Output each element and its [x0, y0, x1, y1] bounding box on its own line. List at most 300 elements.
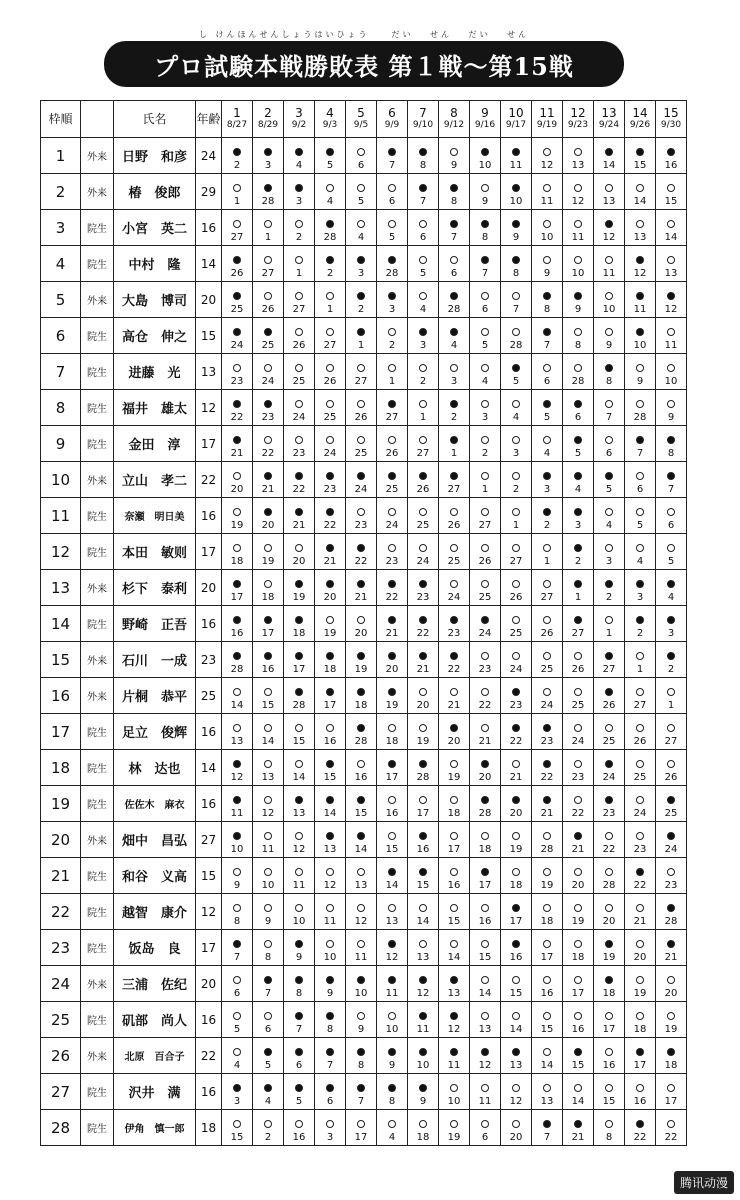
results-table: [40, 100, 687, 1146]
opponent-number: 28: [261, 195, 275, 207]
loss-mark-icon: [233, 256, 241, 264]
loss-mark-icon: [357, 472, 365, 480]
result-cell: [501, 858, 532, 894]
result-cell: [656, 1110, 687, 1146]
result-cell: [284, 642, 315, 678]
loss-mark-icon: [388, 616, 396, 624]
result-cell: [222, 894, 253, 930]
opponent-number: 28: [633, 411, 647, 423]
result-cell: [563, 1038, 594, 1074]
loss-mark-icon: [295, 184, 303, 192]
opponent-number: 9: [388, 1059, 396, 1071]
result-cell: [532, 282, 563, 318]
opponent-number: 18: [540, 915, 554, 927]
win-mark-icon: [574, 364, 582, 372]
result-cell: [377, 1002, 408, 1038]
loss-mark-icon: [636, 328, 644, 336]
player-category: 院生: [81, 930, 114, 966]
loss-mark-icon: [326, 256, 334, 264]
result-cell: [408, 1002, 439, 1038]
player-name: 畑中 昌弘: [114, 822, 196, 858]
loss-mark-icon: [233, 832, 241, 840]
win-mark-icon: [605, 508, 613, 516]
result-cell: [408, 318, 439, 354]
opponent-number: 17: [323, 699, 337, 711]
player-name: 三浦 佐纪: [114, 966, 196, 1002]
result-cell: [594, 642, 625, 678]
result-cell: [563, 858, 594, 894]
result-cell: [439, 534, 470, 570]
result-cell: [222, 1110, 253, 1146]
loss-mark-icon: [667, 292, 675, 300]
opponent-number: 28: [385, 267, 399, 279]
result-cell: [222, 138, 253, 174]
loss-mark-icon: [264, 508, 272, 516]
loss-mark-icon: [295, 940, 303, 948]
player-category: 院生: [81, 1074, 114, 1110]
result-cell: [656, 822, 687, 858]
result-cell: [470, 930, 501, 966]
opponent-number: 28: [602, 879, 616, 891]
slot-number: 16: [41, 678, 81, 714]
win-mark-icon: [605, 1120, 613, 1128]
player-name: 高仓 伸之: [114, 318, 196, 354]
result-cell: [625, 1074, 656, 1110]
win-mark-icon: [512, 544, 520, 552]
loss-mark-icon: [543, 760, 551, 768]
win-mark-icon: [450, 796, 458, 804]
loss-mark-icon: [388, 1084, 396, 1092]
opponent-number: 11: [385, 987, 399, 999]
slot-number: 19: [41, 786, 81, 822]
win-mark-icon: [326, 940, 334, 948]
player-age: 29: [196, 174, 222, 210]
result-cell: [408, 354, 439, 390]
round-header: [439, 101, 470, 138]
result-cell: [408, 246, 439, 282]
opponent-number: 7: [667, 483, 675, 495]
opponent-number: 14: [509, 1023, 523, 1035]
opponent-number: 22: [478, 699, 492, 711]
loss-mark-icon: [388, 148, 396, 156]
opponent-number: 27: [416, 447, 430, 459]
result-cell: [439, 678, 470, 714]
opponent-number: 23: [292, 447, 306, 459]
player-name: 大島 博司: [114, 282, 196, 318]
loss-mark-icon: [512, 220, 520, 228]
loss-mark-icon: [326, 796, 334, 804]
result-cell: [346, 282, 377, 318]
result-cell: [532, 822, 563, 858]
result-cell: [563, 642, 594, 678]
table-row: [41, 678, 687, 714]
opponent-number: 16: [540, 987, 554, 999]
opponent-number: 28: [230, 663, 244, 675]
result-cell: [253, 894, 284, 930]
opponent-number: 6: [636, 483, 644, 495]
win-mark-icon: [667, 508, 675, 516]
opponent-number: 1: [574, 591, 582, 603]
win-mark-icon: [264, 256, 272, 264]
result-cell: [563, 498, 594, 534]
result-cell: [315, 534, 346, 570]
opponent-number: 25: [323, 411, 337, 423]
result-cell: [315, 930, 346, 966]
opponent-number: 3: [574, 519, 582, 531]
win-mark-icon: [667, 256, 675, 264]
round-number: 2: [264, 106, 272, 120]
result-cell: [377, 282, 408, 318]
loss-mark-icon: [636, 148, 644, 156]
slot-number: 7: [41, 354, 81, 390]
result-cell: [315, 498, 346, 534]
opponent-number: 18: [447, 807, 461, 819]
opponent-number: 3: [264, 159, 272, 171]
result-cell: [439, 966, 470, 1002]
round-date: 9/16: [474, 120, 496, 130]
result-cell: [656, 1002, 687, 1038]
result-cell: [563, 354, 594, 390]
result-cell: [253, 462, 284, 498]
win-mark-icon: [326, 724, 334, 732]
opponent-number: 4: [667, 591, 675, 603]
round-date: 9/17: [505, 120, 527, 130]
opponent-number: 20: [602, 915, 616, 927]
result-cell: [656, 498, 687, 534]
win-mark-icon: [233, 364, 241, 372]
win-mark-icon: [574, 1012, 582, 1020]
player-category: 院生: [81, 390, 114, 426]
opponent-number: 5: [512, 375, 520, 387]
win-mark-icon: [295, 400, 303, 408]
player-category: 外来: [81, 1038, 114, 1074]
result-cell: [470, 390, 501, 426]
slot-number: 15: [41, 642, 81, 678]
result-cell: [470, 714, 501, 750]
opponent-number: 28: [540, 843, 554, 855]
result-cell: [222, 858, 253, 894]
win-mark-icon: [264, 724, 272, 732]
win-mark-icon: [419, 256, 427, 264]
loss-mark-icon: [481, 760, 489, 768]
result-cell: [594, 174, 625, 210]
loss-mark-icon: [295, 508, 303, 516]
loss-mark-icon: [512, 256, 520, 264]
win-mark-icon: [357, 220, 365, 228]
opponent-number: 10: [664, 375, 678, 387]
loss-mark-icon: [264, 184, 272, 192]
result-cell: [222, 750, 253, 786]
win-mark-icon: [667, 868, 675, 876]
slot-number: 18: [41, 750, 81, 786]
round-header: [532, 101, 563, 138]
result-cell: [563, 570, 594, 606]
loss-mark-icon: [233, 760, 241, 768]
player-name: 沢井 满: [114, 1074, 196, 1110]
result-cell: [532, 246, 563, 282]
result-cell: [563, 822, 594, 858]
opponent-number: 1: [512, 519, 520, 531]
opponent-number: 27: [447, 483, 461, 495]
loss-mark-icon: [605, 652, 613, 660]
result-cell: [656, 318, 687, 354]
opponent-number: 19: [633, 987, 647, 999]
slot-number: 8: [41, 390, 81, 426]
opponent-number: 11: [447, 1059, 461, 1071]
result-cell: [377, 354, 408, 390]
loss-mark-icon: [605, 796, 613, 804]
opponent-number: 24: [509, 663, 523, 675]
win-mark-icon: [636, 976, 644, 984]
result-cell: [625, 642, 656, 678]
win-mark-icon: [512, 976, 520, 984]
win-mark-icon: [667, 328, 675, 336]
win-mark-icon: [605, 868, 613, 876]
slot-number: 22: [41, 894, 81, 930]
round-date: 9/3: [322, 120, 338, 130]
win-mark-icon: [233, 220, 241, 228]
result-cell: [532, 858, 563, 894]
loss-mark-icon: [388, 256, 396, 264]
win-mark-icon: [543, 1048, 551, 1056]
opponent-number: 4: [233, 1059, 241, 1071]
win-mark-icon: [543, 580, 551, 588]
opponent-number: 5: [636, 519, 644, 531]
opponent-number: 23: [509, 699, 523, 711]
loss-mark-icon: [233, 148, 241, 156]
opponent-number: 9: [264, 915, 272, 927]
result-cell: [408, 894, 439, 930]
result-cell: [563, 462, 594, 498]
result-cell: [594, 786, 625, 822]
result-cell: [346, 462, 377, 498]
result-cell: [253, 246, 284, 282]
result-cell: [439, 930, 470, 966]
opponent-number: 16: [230, 627, 244, 639]
win-mark-icon: [295, 544, 303, 552]
opponent-number: 1: [667, 699, 675, 711]
opponent-number: 24: [292, 411, 306, 423]
loss-mark-icon: [295, 1084, 303, 1092]
opponent-number: 9: [357, 1023, 365, 1035]
opponent-number: 27: [540, 591, 554, 603]
opponent-number: 13: [323, 843, 337, 855]
win-mark-icon: [450, 508, 458, 516]
win-mark-icon: [481, 940, 489, 948]
opponent-number: 2: [233, 159, 241, 171]
player-name: 本田 敏则: [114, 534, 196, 570]
result-cell: [346, 246, 377, 282]
round-header: [315, 101, 346, 138]
opponent-number: 27: [571, 627, 585, 639]
result-cell: [532, 966, 563, 1002]
opponent-number: 23: [261, 411, 275, 423]
result-cell: [439, 894, 470, 930]
table-row: [41, 1110, 687, 1146]
opponent-number: 26: [571, 663, 585, 675]
win-mark-icon: [543, 1012, 551, 1020]
opponent-number: 19: [416, 735, 430, 747]
win-mark-icon: [419, 220, 427, 228]
table-row: [41, 894, 687, 930]
win-mark-icon: [450, 544, 458, 552]
opponent-number: 15: [354, 807, 368, 819]
result-cell: [222, 714, 253, 750]
opponent-number: 11: [416, 1023, 430, 1035]
opponent-number: 2: [636, 627, 644, 639]
opponent-number: 3: [667, 627, 675, 639]
result-cell: [346, 930, 377, 966]
win-mark-icon: [481, 976, 489, 984]
result-cell: [253, 1110, 284, 1146]
result-cell: [439, 390, 470, 426]
win-mark-icon: [388, 904, 396, 912]
table-row: [41, 246, 687, 282]
opponent-number: 8: [264, 951, 272, 963]
result-cell: [532, 894, 563, 930]
opponent-number: 14: [416, 915, 430, 927]
opponent-number: 19: [261, 555, 275, 567]
player-category: 院生: [81, 714, 114, 750]
win-mark-icon: [636, 544, 644, 552]
result-cell: [501, 174, 532, 210]
win-mark-icon: [481, 724, 489, 732]
win-mark-icon: [481, 292, 489, 300]
win-mark-icon: [326, 904, 334, 912]
result-cell: [408, 462, 439, 498]
opponent-number: 24: [385, 519, 399, 531]
opponent-number: 21: [323, 555, 337, 567]
result-cell: [594, 498, 625, 534]
win-mark-icon: [636, 652, 644, 660]
player-name: 北原 百合子: [114, 1038, 196, 1074]
result-cell: [625, 210, 656, 246]
opponent-number: 16: [261, 663, 275, 675]
watermark-logo: 腾讯动漫: [674, 1171, 734, 1194]
win-mark-icon: [481, 652, 489, 660]
win-mark-icon: [574, 760, 582, 768]
opponent-number: 11: [323, 915, 337, 927]
loss-mark-icon: [388, 652, 396, 660]
opponent-number: 15: [602, 1095, 616, 1107]
opponent-number: 24: [230, 339, 244, 351]
result-cell: [625, 930, 656, 966]
win-mark-icon: [543, 1084, 551, 1092]
win-mark-icon: [233, 976, 241, 984]
opponent-number: 17: [633, 1059, 647, 1071]
opponent-number: 26: [633, 735, 647, 747]
win-mark-icon: [357, 760, 365, 768]
opponent-number: 26: [230, 267, 244, 279]
result-cell: [284, 174, 315, 210]
slot-number: 2: [41, 174, 81, 210]
loss-mark-icon: [326, 688, 334, 696]
result-cell: [625, 1038, 656, 1074]
win-mark-icon: [264, 868, 272, 876]
win-mark-icon: [543, 652, 551, 660]
loss-mark-icon: [295, 472, 303, 480]
player-category: 外来: [81, 282, 114, 318]
result-cell: [594, 318, 625, 354]
opponent-number: 27: [509, 555, 523, 567]
win-mark-icon: [233, 904, 241, 912]
result-cell: [408, 750, 439, 786]
result-cell: [439, 642, 470, 678]
opponent-number: 22: [416, 627, 430, 639]
result-cell: [594, 1110, 625, 1146]
opponent-number: 6: [667, 519, 675, 531]
result-cell: [222, 930, 253, 966]
player-category: 外来: [81, 966, 114, 1002]
result-cell: [222, 354, 253, 390]
loss-mark-icon: [450, 724, 458, 732]
slot-number: 10: [41, 462, 81, 498]
win-mark-icon: [450, 832, 458, 840]
player-age: 17: [196, 426, 222, 462]
opponent-number: 10: [292, 915, 306, 927]
table-row: [41, 390, 687, 426]
result-cell: [625, 714, 656, 750]
result-cell: [222, 1074, 253, 1110]
opponent-number: 8: [605, 375, 613, 387]
slot-number: 11: [41, 498, 81, 534]
opponent-number: 20: [261, 519, 275, 531]
slot-number: 14: [41, 606, 81, 642]
opponent-number: 18: [571, 951, 585, 963]
result-cell: [284, 210, 315, 246]
loss-mark-icon: [543, 328, 551, 336]
result-cell: [377, 930, 408, 966]
opponent-number: 16: [478, 915, 492, 927]
win-mark-icon: [326, 868, 334, 876]
loss-mark-icon: [357, 292, 365, 300]
win-mark-icon: [574, 148, 582, 156]
result-cell: [408, 678, 439, 714]
round-header: [253, 101, 284, 138]
player-name: 林 达也: [114, 750, 196, 786]
win-mark-icon: [388, 436, 396, 444]
result-cell: [284, 282, 315, 318]
result-cell: [470, 246, 501, 282]
result-cell: [625, 426, 656, 462]
opponent-number: 19: [292, 591, 306, 603]
win-mark-icon: [264, 580, 272, 588]
loss-mark-icon: [419, 760, 427, 768]
result-cell: [315, 282, 346, 318]
loss-mark-icon: [264, 652, 272, 660]
result-cell: [656, 750, 687, 786]
result-cell: [563, 966, 594, 1002]
result-cell: [377, 570, 408, 606]
loss-mark-icon: [512, 940, 520, 948]
result-cell: [439, 1038, 470, 1074]
result-cell: [346, 426, 377, 462]
opponent-number: 5: [326, 159, 334, 171]
player-category: 院生: [81, 1002, 114, 1038]
player-age: 14: [196, 246, 222, 282]
round-date: 9/10: [412, 120, 434, 130]
result-cell: [284, 1002, 315, 1038]
opponent-number: 24: [633, 807, 647, 819]
result-cell: [408, 786, 439, 822]
player-category: 院生: [81, 750, 114, 786]
win-mark-icon: [481, 580, 489, 588]
round-header: [656, 101, 687, 138]
result-cell: [315, 426, 346, 462]
player-age: 22: [196, 462, 222, 498]
opponent-number: 12: [292, 843, 306, 855]
opponent-number: 6: [357, 159, 365, 171]
